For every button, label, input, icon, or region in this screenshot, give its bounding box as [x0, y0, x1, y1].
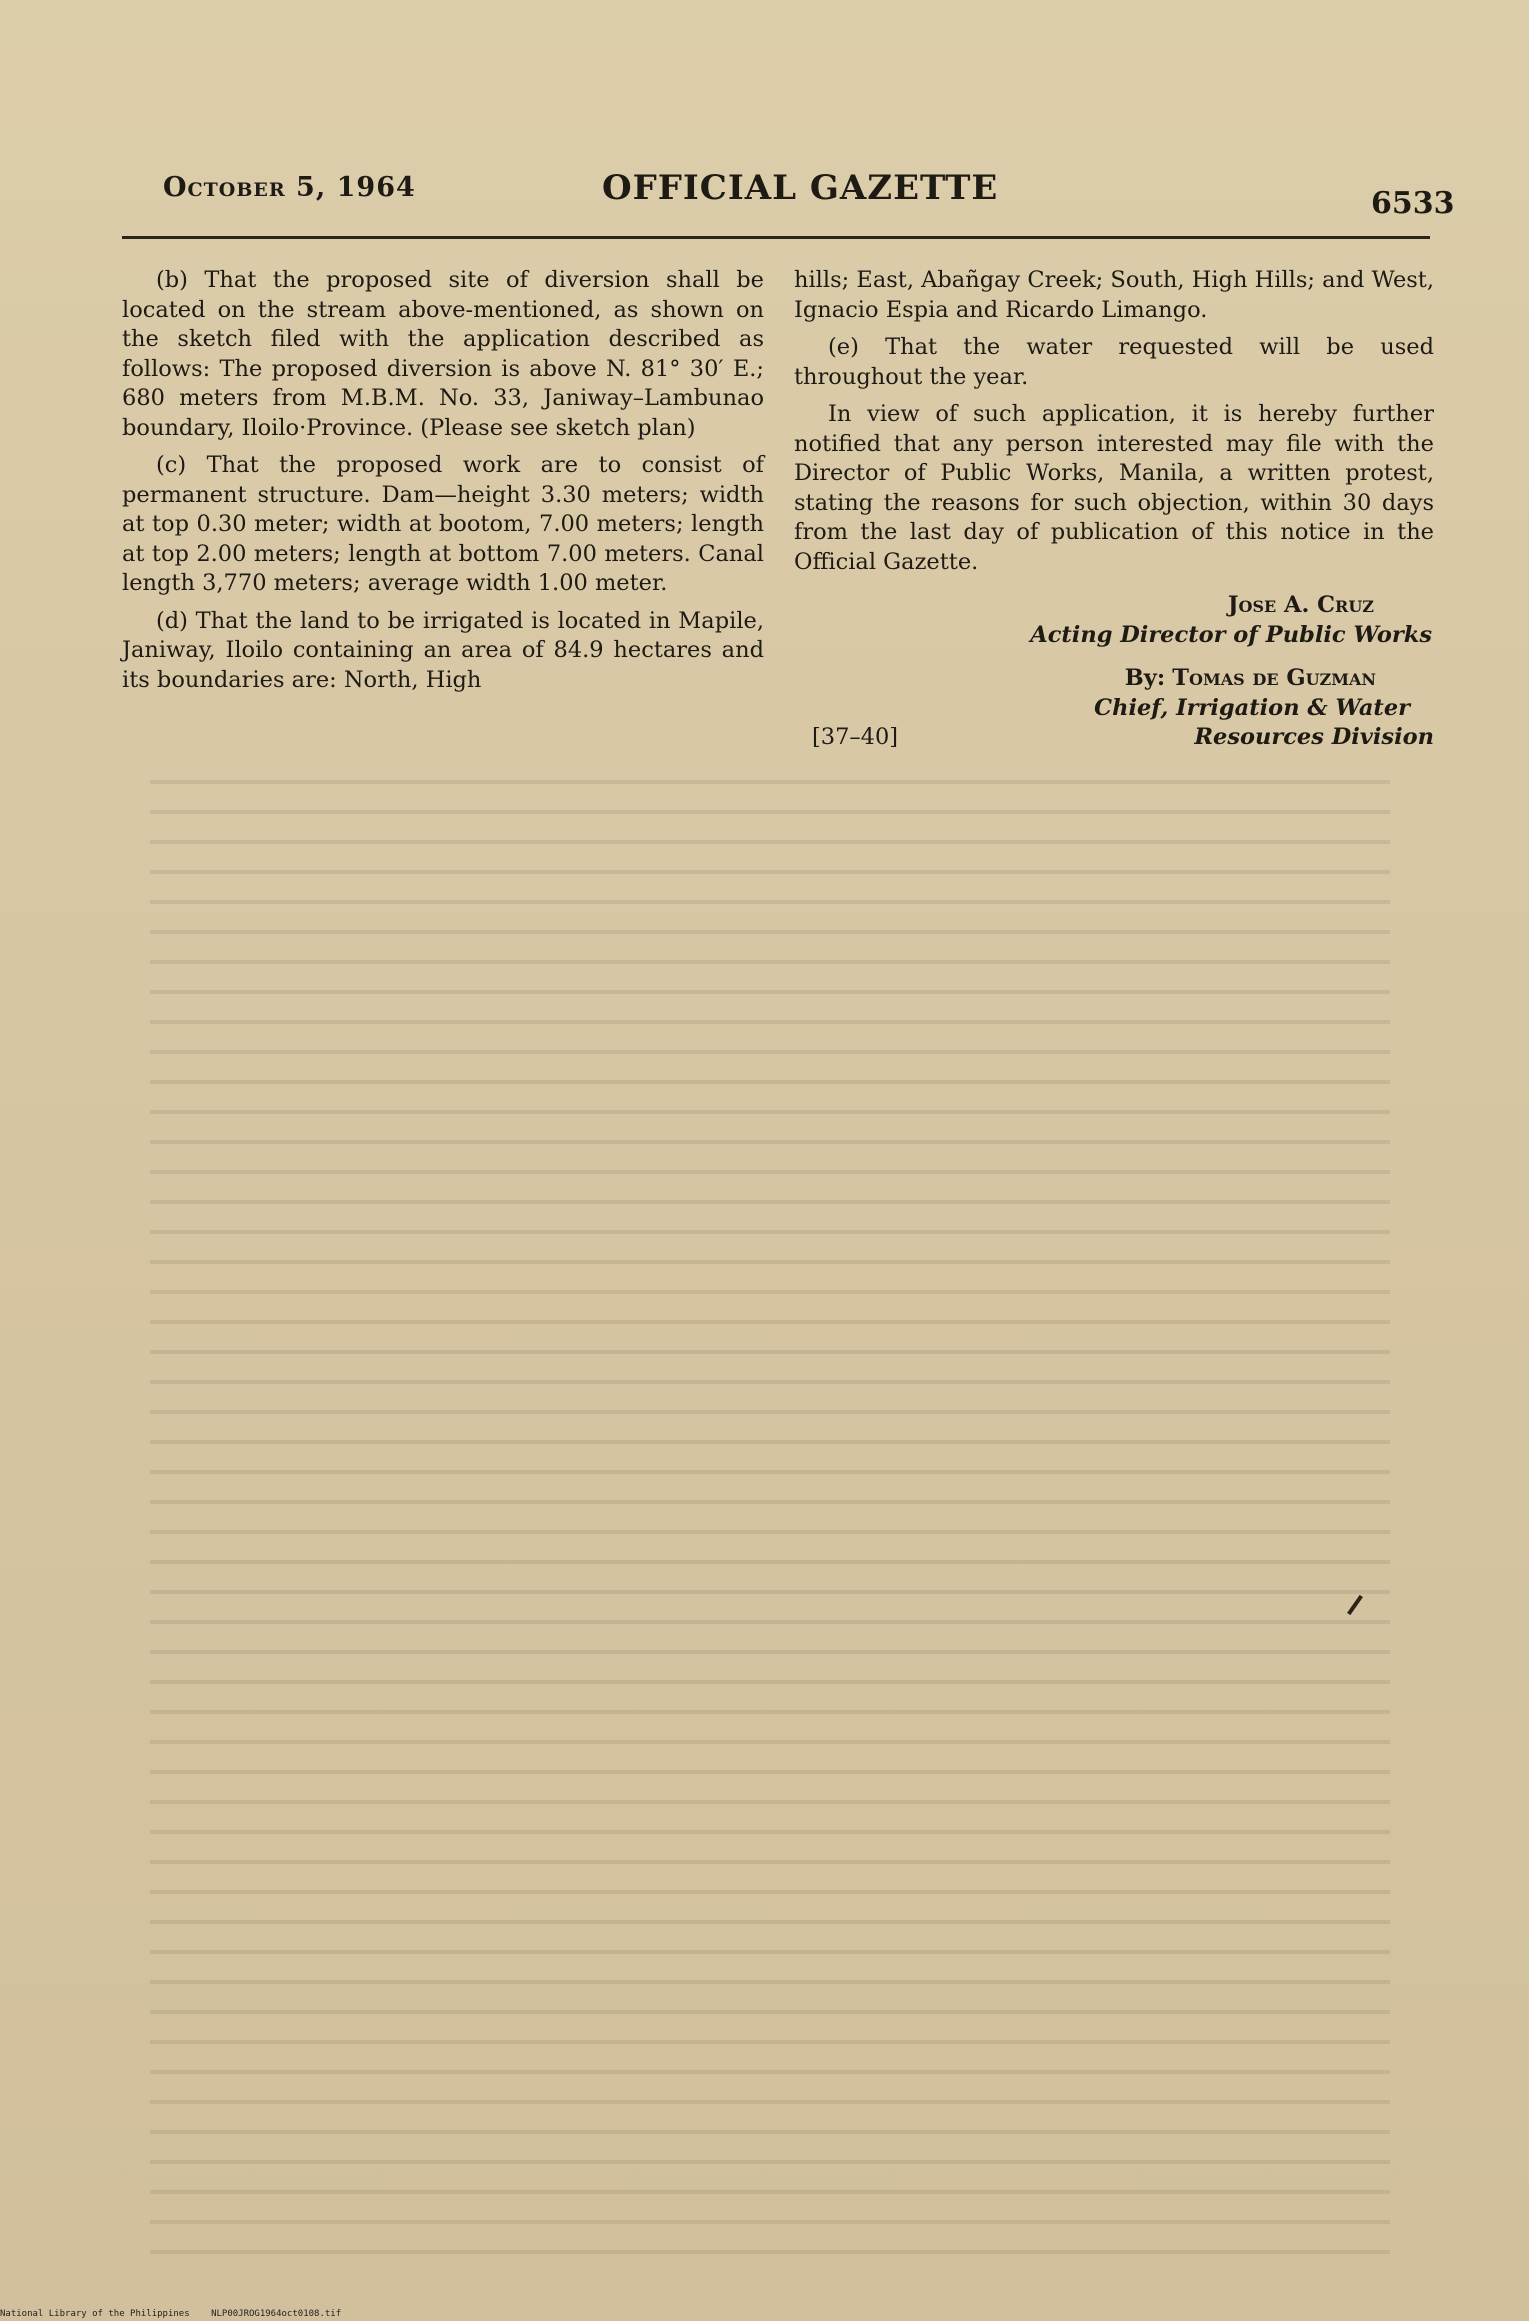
- left-column: [122, 266, 764, 703]
- protest-notice: In view of such application, it is hereby further notified that any person interested may file with the Director of Public Works, Manila, a written protest, stating the reasons for such objection, within 30 days from the last day of publication of this notice in the Official Gazette.: [794, 401, 1434, 575]
- paragraph-e: (e) That the water requested will be used throughout the year.: [794, 334, 1434, 390]
- by-name: Tomas de Guzman: [1172, 665, 1376, 691]
- page-number: 6533: [1371, 186, 1455, 221]
- paragraph-d: (d) That the land to be irrigated is located in Mapile, Janiway, Iloilo containing an area of 84.9 hectares and its boundaries are: North, High: [122, 607, 764, 693]
- paragraph-d-continued: hills; East, Abañgay Creek; South, High Hills; and West, Ignacio Espia and Ricardo Limango.: [794, 267, 1434, 323]
- header-rule: [122, 236, 1430, 239]
- signer-title: Acting Director of Public Works: [1030, 621, 1432, 648]
- notice-footer-row: [794, 723, 1434, 753]
- division-name: Resources Division: [1194, 724, 1434, 750]
- paragraph-c: (c) That the proposed work are to consist of permanent structure. Dam—height 3.30 meters; width at top 0.30 meter; width at bootom, 7.00 meters; length at top 2.00 meters; length at bottom 7.00 meters. Canal length 3,770 meters; average width 1.00 meter.: [122, 452, 764, 596]
- footer-source: National Library of the Philippines: [0, 2309, 190, 2319]
- by-label: By:: [1124, 665, 1166, 691]
- header-date: October 5, 1964: [163, 172, 416, 203]
- scan-footer: [0, 2309, 357, 2319]
- signer-name: Jose A. Cruz: [1227, 592, 1374, 618]
- right-column: [794, 266, 1434, 753]
- footer-file: NLP00JROG1964oct0108.tif: [211, 2309, 342, 2319]
- signature-block: [794, 591, 1434, 753]
- notice-number: [37–40]: [812, 724, 899, 750]
- paragraph-b: (b) That the proposed site of diversion shall be located on the stream above-mentioned, as shown on the sketch filed with the application described as follows: The proposed diversion is above N. 81° 30′ E.; 680 meters from M.B.M. No. 33, Janiway–Lambunao boundary, Iloilo·Province. (Please see sketch plan): [122, 267, 764, 441]
- header-title: OFFICIAL GAZETTE: [602, 168, 999, 208]
- by-title: Chief, Irrigation & Water: [1094, 694, 1410, 721]
- bleed-through-text: [150, 760, 1390, 2260]
